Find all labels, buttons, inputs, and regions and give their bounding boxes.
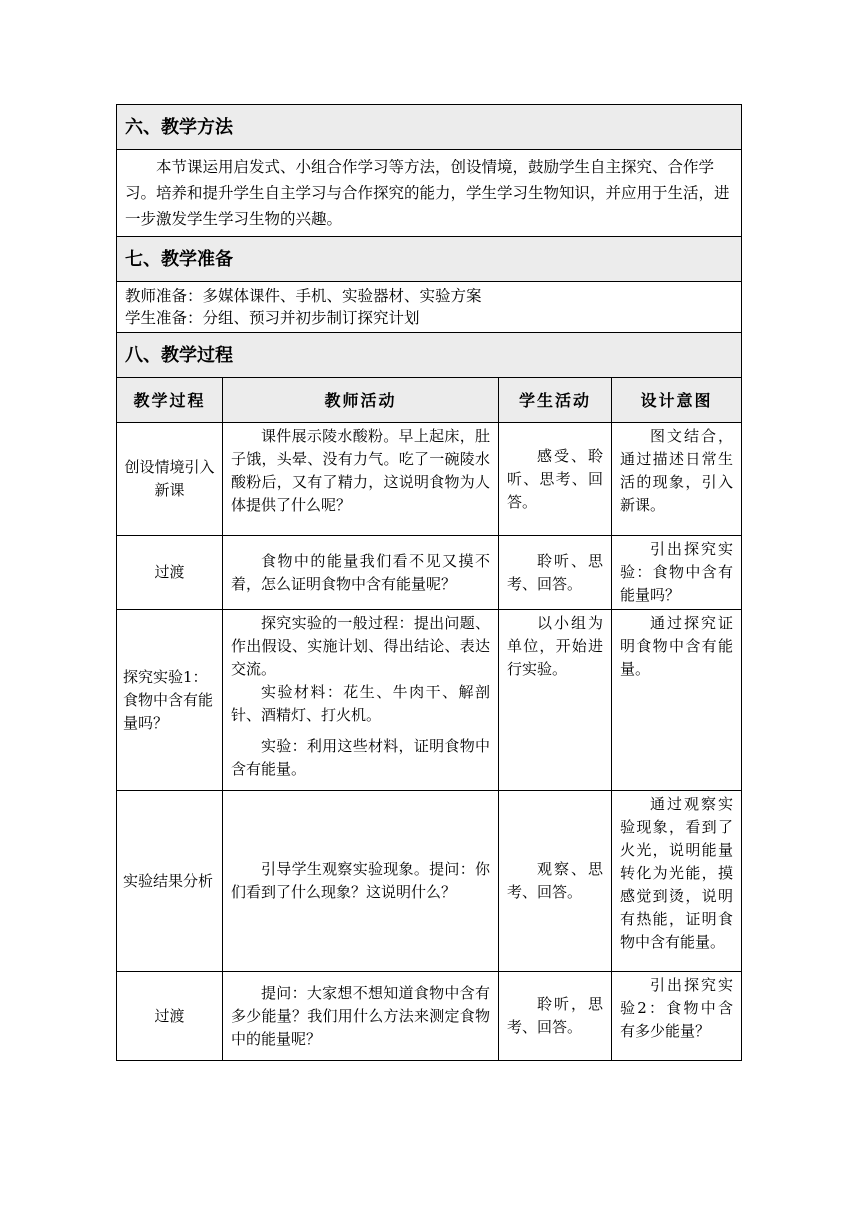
teacher-activity-text: 提问：大家想不想知道食物中含有多少能量？我们用什么方法来测定食物中的能量呢？ bbox=[231, 983, 490, 1048]
method-row bbox=[117, 150, 742, 237]
intent-cell: 通过观察实验现象，看到了火光，说明能量转化为光能，摸感觉到烫，说明有热能，证明食物中含有能量。 bbox=[612, 791, 742, 972]
teacher-activity-cell bbox=[223, 423, 499, 536]
teacher-activity-text: 实验材料：花生、牛肉干、解剖针、酒精灯、打火机。 bbox=[231, 683, 490, 724]
prep-row bbox=[117, 282, 742, 333]
intent-cell: 通过探究证明食物中含有能量。 bbox=[612, 610, 742, 791]
column-header: 教师活动 bbox=[223, 378, 499, 423]
section-header-prep bbox=[117, 237, 742, 282]
student-prep-line: 学生准备：分组、预习并初步制订探究计划 bbox=[125, 309, 420, 327]
student-activity-cell: 聆听、思考、回答。 bbox=[499, 536, 612, 610]
section-header-method bbox=[117, 105, 742, 150]
prep-cell bbox=[117, 282, 742, 333]
teacher-activity-text: 探究实验的一般过程：提出问题、作出假设、实施计划、得出结论、表达交流。 bbox=[231, 614, 490, 678]
stage-cell: 创设情境引入新课 bbox=[117, 423, 223, 536]
column-header: 设计意图 bbox=[612, 378, 742, 423]
stage-cell: 过渡 bbox=[117, 536, 223, 610]
intent-cell: 图文结合，通过描述日常生活的现象，引入新课。 bbox=[612, 423, 742, 536]
teacher-activity-cell bbox=[223, 972, 499, 1061]
teacher-activity-text: 实验：利用这些材料，证明食物中含有能量。 bbox=[231, 737, 490, 778]
table-row bbox=[117, 536, 742, 610]
teacher-activity-text: 课件展示陵水酸粉。早上起床，肚子饿，头晕、没有力气。吃了一碗陵水酸粉后，又有了精力，这说明食物为人体提供了什么呢？ bbox=[231, 427, 490, 514]
teacher-prep-line: 教师准备：多媒体课件、手机、实验器材、实验方案 bbox=[125, 287, 482, 305]
intent-cell: 引出探究实验2：食物中含有多少能量？ bbox=[612, 972, 742, 1061]
section-title: 七、教学准备 bbox=[117, 237, 742, 282]
table-row bbox=[117, 423, 742, 536]
teacher-activity-text: 引导学生观察实验现象。提问：你们看到了什么现象？这说明什么？ bbox=[231, 860, 490, 901]
section-header-process bbox=[117, 333, 742, 378]
section-title: 八、教学过程 bbox=[117, 333, 742, 378]
teacher-activity-cell bbox=[223, 536, 499, 610]
student-activity-cell: 以小组为单位，开始进行实验。 bbox=[499, 610, 612, 791]
column-header: 学生活动 bbox=[499, 378, 612, 423]
stage-cell: 实验结果分析 bbox=[117, 791, 223, 972]
intent-cell: 引出探究实验：食物中含有能量吗？ bbox=[612, 536, 742, 610]
teacher-activity-cell bbox=[223, 791, 499, 972]
table-row bbox=[117, 610, 742, 791]
teacher-activity-text: 食物中的能量我们看不见又摸不着，怎么证明食物中含有能量呢？ bbox=[231, 551, 490, 593]
table-row bbox=[117, 791, 742, 972]
lesson-plan-document bbox=[116, 104, 741, 1061]
student-activity-cell: 感受、聆听、思考、回答。 bbox=[499, 423, 612, 536]
student-activity-cell: 观察、思考、回答。 bbox=[499, 791, 612, 972]
stage-cell: 过渡 bbox=[117, 972, 223, 1061]
method-paragraph: 本节课运用启发式、小组合作学习等方法，创设情境，鼓励学生自主探究、合作学习。培养和提升学生自主学习与合作探究的能力，学生学习生物知识，并应用于生活，进一步激发学生学习生物的兴趣。 bbox=[117, 150, 742, 237]
process-column-headers bbox=[117, 378, 742, 423]
table-row bbox=[117, 972, 742, 1061]
column-header: 教学过程 bbox=[117, 378, 223, 423]
teacher-activity-cell bbox=[223, 610, 499, 791]
lesson-plan-table bbox=[116, 104, 742, 1061]
stage-cell: 探究实验1：食物中含有能量吗？ bbox=[117, 610, 223, 791]
section-title: 六、教学方法 bbox=[117, 105, 742, 150]
student-activity-cell: 聆听，思考、回答。 bbox=[499, 972, 612, 1061]
